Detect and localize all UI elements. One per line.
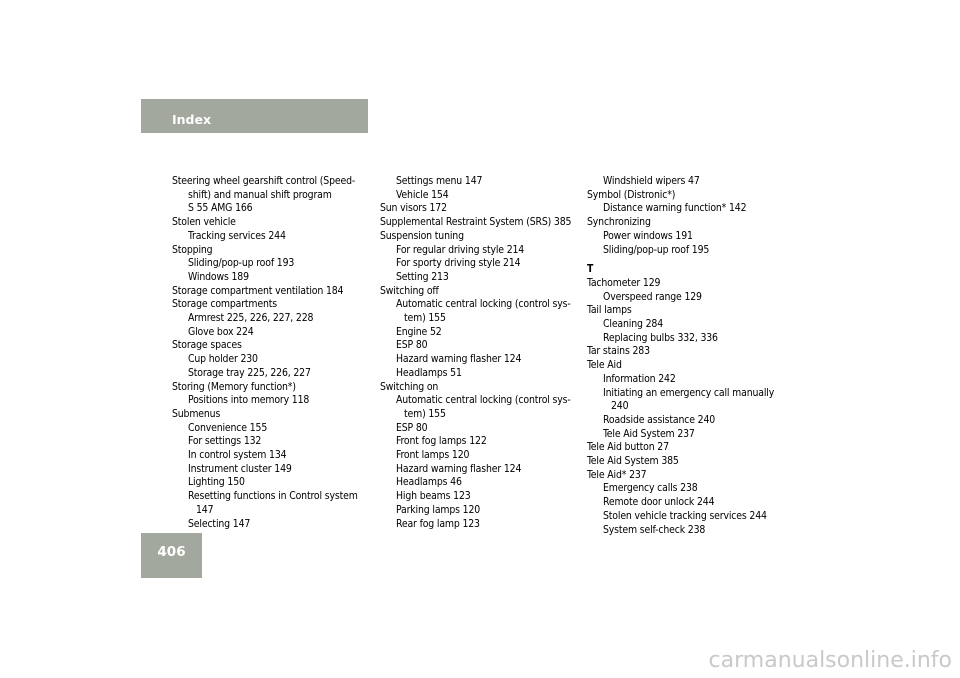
index-entry: Storage compartments (172, 298, 277, 311)
index-subentry: Glove box 224 (188, 325, 254, 338)
index-subentry: Convenience 155 (188, 421, 268, 434)
index-subentry: Headlamps 51 (396, 366, 462, 379)
index-subentry: Automatic central locking (control sys- (396, 298, 571, 311)
index-entry: Sun visors 172 (380, 202, 447, 215)
index-subentry: Parking lamps 120 (396, 503, 481, 516)
index-subentry: Sliding/pop-up roof 193 (188, 257, 295, 270)
index-entry: Submenus (172, 407, 221, 420)
index-subentry: Front fog lamps 122 (396, 435, 487, 448)
index-subentry: Armrest 225, 226, 227, 228 (188, 312, 314, 325)
index-entry: Synchronizing (587, 216, 651, 229)
index-subentry: Replacing bulbs 332, 336 (603, 331, 718, 344)
index-subentry: Tele Aid System 237 (603, 427, 695, 440)
index-entry-continuation: S 55 AMG 166 (188, 202, 253, 215)
index-subentry: Settings menu 147 (396, 175, 483, 187)
index-subentry: Hazard warning flasher 124 (396, 353, 522, 366)
index-column-1 (172, 175, 368, 531)
index-entry: Switching on (380, 380, 439, 393)
index-subentry: In control system 134 (188, 449, 287, 462)
index-entry: Symbol (Distronic*) (587, 188, 676, 201)
index-column-3 (587, 175, 787, 537)
index-subentry: Instrument cluster 149 (188, 462, 292, 475)
index-subentry: Headlamps 46 (396, 476, 462, 489)
index-subentry-continuation: 240 (611, 400, 629, 413)
index-subentry-continuation: tem) 155 (404, 312, 446, 325)
index-subentry: Cup holder 230 (188, 353, 258, 366)
index-subentry: Emergency calls 238 (603, 482, 698, 495)
index-entry: Suspension tuning (380, 229, 464, 242)
index-entry: Tele Aid (587, 359, 622, 372)
index-entry: Tele Aid button 27 (587, 441, 669, 454)
index-subentry-continuation: tem) 155 (404, 407, 446, 420)
index-subentry: Sliding/pop-up roof 195 (603, 243, 710, 256)
index-subentry: Selecting 147 (188, 517, 251, 530)
index-entry: Storage compartment ventilation 184 (172, 284, 344, 297)
index-entry: Tail lamps (587, 304, 632, 317)
index-subentry: Initiating an emergency call manually (603, 386, 775, 399)
index-subentry: Tracking services 244 (188, 229, 286, 242)
index-subentry: For regular driving style 214 (396, 243, 525, 256)
index-subentry: Overspeed range 129 (603, 290, 702, 303)
page-number: 406 (157, 544, 186, 560)
index-subentry: Information 242 (603, 372, 676, 385)
index-entry: Tele Aid* 237 (587, 468, 647, 481)
index-letter-heading: T (587, 263, 594, 276)
index-subentry: ESP 80 (396, 339, 428, 352)
index-entry: Steering wheel gearshift control (Speed- (172, 175, 356, 187)
index-subentry: ESP 80 (396, 421, 428, 434)
index-subentry: Rear fog lamp 123 (396, 517, 480, 530)
index-entry: Storing (Memory function*) (172, 380, 296, 393)
index-subentry: System self-check 238 (603, 523, 706, 536)
index-subentry: Front lamps 120 (396, 449, 470, 462)
index-entry: Switching off (380, 284, 439, 297)
index-subentry: Windows 189 (188, 270, 249, 283)
index-entry-continuation: shift) and manual shift program (188, 188, 332, 201)
index-entry: Stolen vehicle (172, 216, 236, 229)
index-subentry: Engine 52 (396, 325, 442, 338)
index-subentry: Remote door unlock 244 (603, 496, 715, 509)
index-subentry: Cleaning 284 (603, 318, 664, 331)
index-subentry: Positions into memory 118 (188, 394, 310, 407)
index-subentry-continuation: 147 (196, 503, 214, 516)
index-subentry: Lighting 150 (188, 476, 245, 489)
index-subentry: For settings 132 (188, 435, 262, 448)
index-subentry: Distance warning function* 142 (603, 202, 747, 215)
index-subentry: Storage tray 225, 226, 227 (188, 366, 311, 379)
page-title: Index (172, 112, 212, 127)
index-subentry: Roadside assistance 240 (603, 413, 716, 426)
index-subentry: Power windows 191 (603, 229, 693, 242)
index-subentry: Windshield wipers 47 (603, 175, 700, 187)
index-entry: Tele Aid System 385 (587, 455, 679, 468)
index-subentry: For sporty driving style 214 (396, 257, 521, 270)
index-subentry: High beams 123 (396, 490, 471, 503)
index-subentry: Vehicle 154 (396, 188, 449, 201)
index-entry: Tar stains 283 (587, 345, 650, 358)
index-subentry: Automatic central locking (control sys- (396, 394, 571, 407)
index-entry: Tachometer 129 (587, 276, 661, 289)
index-column-2 (380, 175, 580, 531)
index-subentry: Hazard warning flasher 124 (396, 462, 522, 475)
index-subentry: Setting 213 (396, 270, 449, 283)
watermark: carmanualsonline.info (708, 648, 952, 673)
index-entry: Supplemental Restraint System (SRS) 385 (380, 216, 572, 229)
index-entry: Stopping (172, 243, 213, 256)
index-subentry: Stolen vehicle tracking services 244 (603, 509, 767, 522)
index-subentry: Resetting functions in Control system (188, 490, 358, 503)
index-entry: Storage spaces (172, 339, 242, 352)
